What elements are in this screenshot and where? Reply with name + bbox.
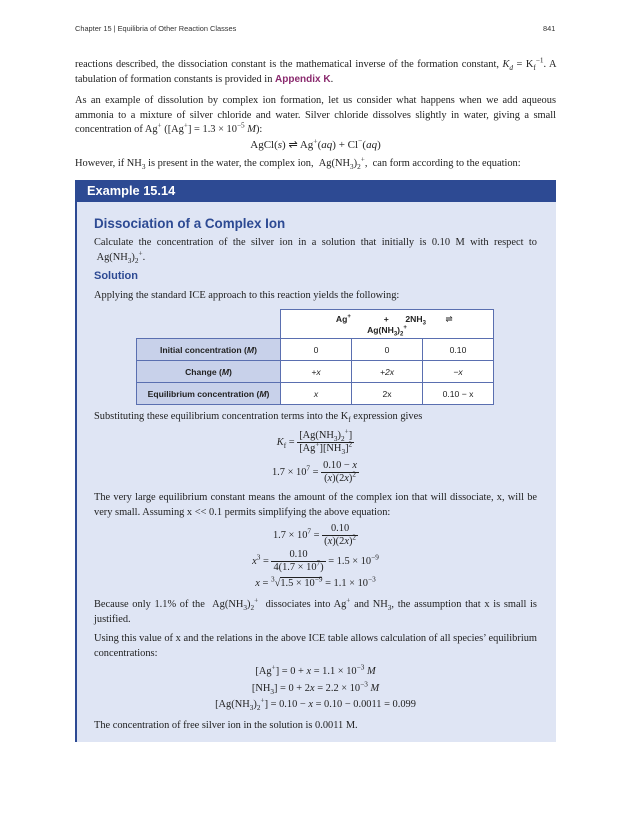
row-label: Change (M): [137, 361, 281, 383]
ice-intro: Applying the standard ICE approach to this reaction yields the following:: [94, 290, 400, 301]
intro-paragraph-1: reactions described, the dissociation constant is the mathematical inverse of the formation constant, $K_d = K_f^{-1}$. A tabulation of formation constants is provided in Appendix K.: [75, 56, 556, 85]
table-cell: 0.10 − x: [423, 383, 494, 405]
chapter-header: Chapter 15 | Equilibria of Other Reaction Classes: [75, 24, 237, 33]
because-text: Because only 1.1% of the $Ag(NH_3)_2^+$ dissociates into Ag+ and $NH_3$, the assumption that x is small is justified.: [94, 596, 537, 625]
table-row: [137, 361, 494, 383]
solution-heading: Solution: [94, 270, 138, 282]
intro-text: reactions described, the dissociation constant is the mathematical inverse of the formation constant,: [75, 59, 499, 70]
kf-numeric: $1.7 \times 10^7$ = $\frac{0.10 - x}{(x)(2x)^2}$: [271, 460, 357, 484]
conclusion-text: The concentration of free silver ion in the solution is 0.0011 M.: [94, 720, 358, 731]
substitution-text: Substituting these equilibrium concentration terms into the $K_f$ expression gives: [94, 411, 423, 425]
dissolution-equation: AgCl(s) ⇌ Ag+(aq) + Cl−(aq): [250, 136, 381, 151]
row-label: Initial concentration (M): [137, 339, 281, 361]
intro-text: As an example of dissolution by complex ion formation, let us consider what happens when we add aqueous ammonia to a mixture of silver chloride and water. Silver chloride dissolves slightly in water, giving a small concentration of: [75, 95, 556, 135]
simplified-equation: $1.7 \times 10^7$ = $\frac{0.10}{(x)(2x)^2}$: [272, 523, 357, 547]
ice-table-reaction: $Ag^+ + 2NH_3$ ⇌ $Ag(NH_3)_2^+$: [281, 310, 494, 339]
table-cell: 0: [281, 339, 352, 361]
intro-text: can form according to the equation:: [372, 158, 521, 169]
example-title: Dissociation of a Complex Ion: [94, 216, 286, 231]
table-cell: +2x: [352, 361, 423, 383]
ice-table: [136, 309, 494, 405]
row-label: Equilibrium concentration (M): [137, 383, 281, 405]
page-number: 841: [543, 24, 556, 33]
example-question: Calculate the concentration of the silver ion in a solution that initially is 0.10 M with respect to $Ag(NH_3)_2^+$.: [94, 237, 537, 265]
table-cell: 0: [352, 339, 423, 361]
x-solution-equation: $x = ^3√1.5 \times 10^{-9} = 1.1 \times 10^{-3}$: [255, 575, 376, 589]
table-cell: x: [281, 383, 352, 405]
table-row: [137, 383, 494, 405]
intro-paragraph-3: However, if $NH_3$ is present in the water, the complex ion, $Ag(NH_3)_2^+$, can form according to the equation:: [75, 155, 521, 172]
kf-expression: $K_f$ = $\frac{[Ag(NH_3)_2^+]}{[Ag^+][NH_3]^2}$: [276, 427, 353, 457]
table-cell: +x: [281, 361, 352, 383]
table-cell: 2x: [352, 383, 423, 405]
intro-paragraph-2: As an example of dissolution by complex ion formation, let us consider what happens when we add aqueous ammonia to a mixture of silver chloride and water. Silver chloride dissolves slightly in water, giving a small concentration of Ag+ ($[Ag^+] = 1.3 \times 10^{-5}$ M):: [75, 95, 556, 135]
using-text: Using this value of x and the relations in the above ICE table allows calculation of all species’ equilibrium concentrations:: [94, 633, 537, 659]
intro-text: tabulation of formation constants is provided in: [75, 73, 273, 85]
example-header: Example 15.14: [75, 180, 556, 202]
complex-concentration: $[Ag(NH_3)_2^+] = 0.10 - x = 0.10 - 0.0011 = 0.099$: [215, 696, 416, 713]
x-cubed-equation: $x^3$ = $\frac{0.10}{4(1.7 \times 10^7)}$ = $1.5 \times 10^{-9}$: [252, 549, 379, 573]
ag-concentration: $[Ag^+] = 0 + x = 1.1 \times 10^{-3}$ M: [255, 663, 376, 677]
appendix-k-link[interactable]: Appendix K: [275, 73, 331, 85]
table-row: [137, 339, 494, 361]
intro-text: However, if NH: [75, 158, 142, 169]
large-k-text: The very large equilibrium constant means the amount of the complex ion that will dissociate, x, will be very small. Assuming x << 0.1 permits simplifying the above equation:: [94, 492, 537, 518]
nh3-concentration: $[NH_3] = 0 + 2x = 2.2 \times 10^{-3}$ M: [251, 680, 380, 697]
intro-text: is present in the water, the complex ion,: [148, 158, 314, 169]
table-cell: 0.10: [423, 339, 494, 361]
table-cell: −x: [423, 361, 494, 383]
